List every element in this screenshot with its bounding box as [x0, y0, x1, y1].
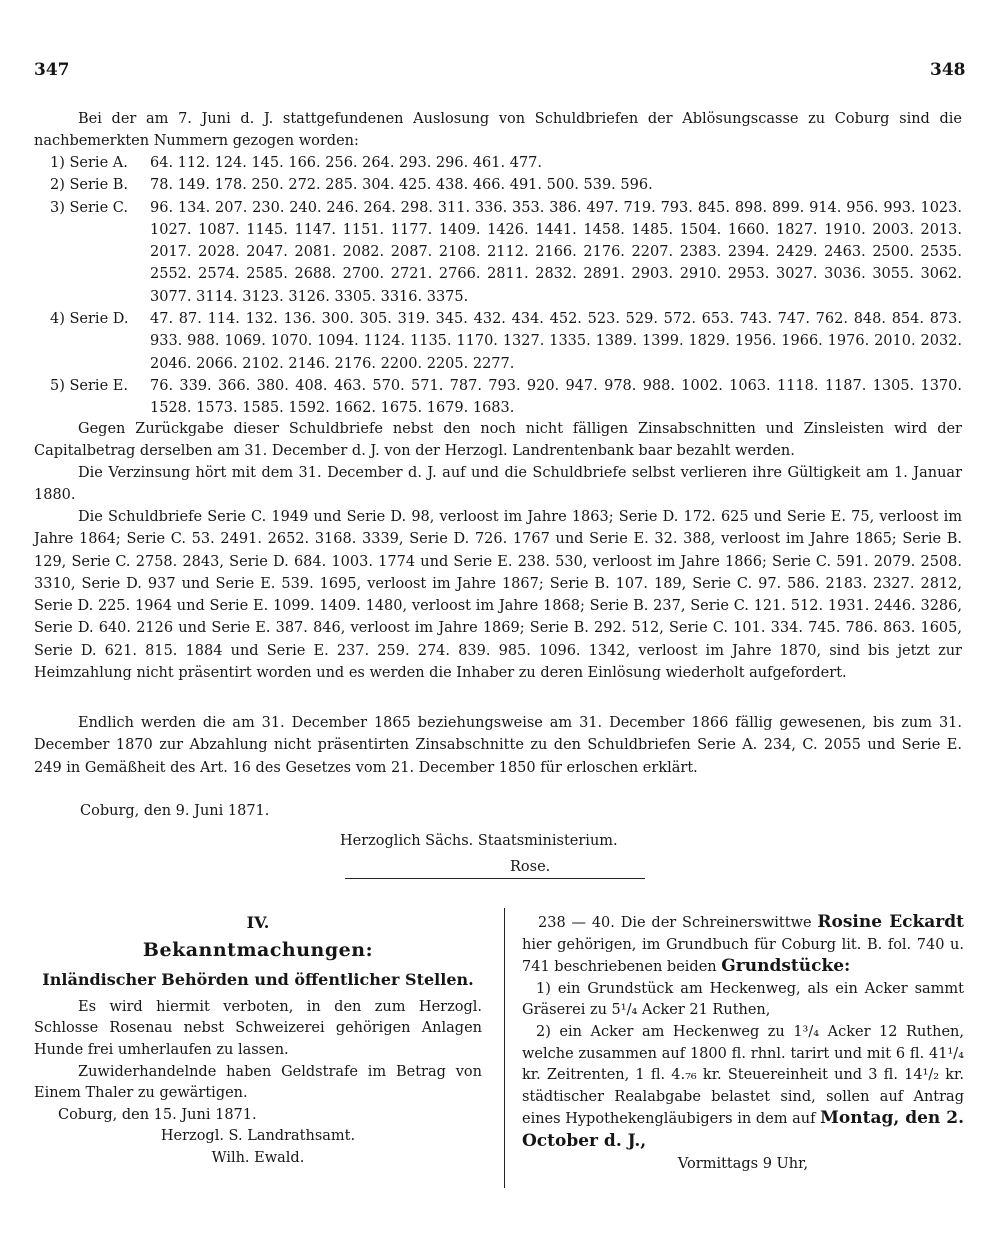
- section-divider: [345, 878, 645, 879]
- section-heading: Bekanntmachungen:: [142, 938, 374, 961]
- series-row-b: [50, 174, 962, 196]
- column-divider: [504, 908, 505, 1188]
- left-paragraph-1: Es wird hiermit verboten, in den zum Herzogl. Schlosse Rosenau nebst Schweizerei gehörigen Anlagen Hunde frei umherlaufen zu lassen.: [34, 998, 482, 1058]
- series-label: 3) Serie C.: [50, 199, 128, 216]
- grundstuecke-label: Grundstücke:: [721, 956, 851, 977]
- right-intro: [522, 912, 964, 979]
- series-values: 64. 112. 124. 145. 166. 256. 264. 293. 296. 461. 477.: [150, 155, 543, 171]
- series-values: 96. 134. 207. 230. 240. 246. 264. 298. 311. 336. 353. 386. 497. 719. 793. 845. 898. 899. 914. 956. 993. 1023. 1027. 1087. 1145. 1147. 1151. 1177. 1409. 1426. 1441. 1458. 1485. 1504. 1660. 1827. 1910. 2003. 2013. 2017. 2028. 2047. 2081. 2082. 2087. 2108. 2112. 2166. 2176. 2207. 2383. 2394. 2429. 2463. 2500. 2535. 2552. 2574. 2585. 2688. 2700. 2721. 2766. 2811. 2832. 2891. 2903. 2910. 2953. 3027. 3036. 3055. 3062. 3077. 3114. 3123. 3126. 3305. 3316. 3375.: [150, 199, 962, 305]
- series-label: 2) Serie B.: [50, 177, 129, 194]
- owner-name: Rosine Eckardt: [817, 912, 964, 932]
- paragraph-endlich: Endlich werden die am 31. December 1865 beziehungsweise am 31. December 1866 fällig gewesenen, bis zum 31. December 1870 zur Abzahlung nicht präsentirten Zinsabschnitte zu den Schuldbriefen Serie A. 234, C. 2055 und Serie E. 249 in Gemäßheit des Art. 16 des Gesetzes vom 21. December 1850 für erloschen erklärt.: [34, 715, 962, 776]
- paragraph-schuldbriefe: Die Schuldbriefe Serie C. 1949 und Serie D. 98, verloost im Jahre 1863; Serie D. 172. 625 und Serie E. 75, verloost im Jahre 1864; Serie C. 53. 2491. 2652. 3168. 3339, Serie D. 726. 1767 und Serie E. 32. 388, verloost im Jahre 1865; Serie B. 129, Serie C. 2758. 2843, Serie D. 684. 1003. 1774 und Serie E. 238. 530, verloost im Jahre 1866; Serie C. 591. 2079. 2508. 3310, Serie D. 937 und Serie E. 539. 1695, verloost im Jahre 1867; Serie B. 107. 189, Serie C. 97. 586. 2183. 2327. 2812, Serie D. 225. 1964 und Serie E. 1099. 1409. 1480, verloost im Jahre 1868; Serie B. 237, Serie C. 121. 512. 1931. 2446. 3286, Serie D. 640. 2126 und Serie E. 387. 846, verloost im Jahre 1869; Serie B. 292. 512, Serie C. 101. 334. 745. 786. 863. 1605, Serie D. 621. 815. 1884 und Serie E. 237. 259. 274. 839. 985. 1096. 1342, verloost im Jahre 1870, sind bis jetzt zur Heimzahlung nicht präsentirt worden und es werden die Inhaber zu deren Einlösung wiederholt aufgefordert.: [34, 509, 962, 682]
- right-text-a: Die der Schreinerswittwe: [620, 915, 812, 931]
- series-values: 78. 149. 178. 250. 272. 285. 304. 425. 438. 466. 491. 500. 539. 596.: [150, 177, 653, 194]
- paragraph-verzinsung: Die Verzinsung hört mit dem 31. December d. J. auf und die Schuldbriefe selbst verlieren ihre Gültigkeit am 1. Januar 1880.: [34, 465, 962, 504]
- left-column: [34, 912, 482, 1170]
- lead-number: 238 — 40.: [538, 915, 615, 931]
- left-office: Herzogl. S. Landrathsamt.: [160, 1128, 356, 1145]
- left-signer: Wilh. Ewald.: [211, 1149, 305, 1166]
- intro-paragraph: Bei der am 7. Juni d. J. stattgefundenen Auslosung von Schuldbriefen der Ablösungscasse zu Coburg sind die nachbemerkten Nummern gezogen worden:: [34, 111, 962, 150]
- series-row-e: [50, 375, 962, 420]
- series-list: [50, 152, 962, 420]
- auction-time: Vormittags 9 Uhr,: [677, 1155, 809, 1172]
- paragraph-rueckgabe: Gegen Zurückgabe dieser Schuldbriefe nebst den noch nicht fälligen Zinsabschnitten und Zinsleisten wird der Capitalbetrag derselben am 31. December d. J. von der Herzogl. Landrentenbank baar bezahlt werden.: [34, 421, 962, 460]
- series-values: 76. 339. 366. 380. 408. 463. 570. 571. 787. 793. 920. 947. 978. 988. 1002. 1063. 1118. 1187. 1305. 1370. 1528. 1573. 1585. 1592. 1662. 1675. 1679. 1683.: [150, 377, 962, 417]
- right-item-2: [522, 1022, 964, 1154]
- right-column: [522, 912, 964, 1175]
- left-paragraph-2: Zuwiderhandelnde haben Geldstrafe im Betrag von Einem Thaler zu gewärtigen.: [34, 1063, 482, 1102]
- series-label: 5) Serie E.: [50, 377, 128, 394]
- series-row-d: [50, 308, 962, 375]
- series-row-a: [50, 152, 962, 174]
- section-subheading: Inländischer Behörden und öffentlicher Stellen.: [42, 970, 474, 990]
- series-label: 1) Serie A.: [50, 155, 128, 171]
- right-text-b: hier gehörigen, im Grundbuch für Coburg lit. B. fol. 740 u. 741 beschriebenen beiden: [522, 936, 964, 976]
- series-label: 4) Serie D.: [50, 311, 129, 328]
- right-item-2-text: 2) ein Acker am Heckenweg zu 1³/₄ Acker 12 Ruthen, welche zusammen auf 1800 fl. rhnl. tarirt und mit 6 fl. 41¹/₄ kr. Zeitrenten, 1 fl. 4.₇₆ kr. Steuereinheit und 3 fl. 14¹/₂ kr. städtischer Realabgabe belastet sind, sollen auf Antrag eines Hypothekengläubigers in dem auf: [522, 1023, 964, 1128]
- page-number-left: 347: [34, 60, 70, 80]
- place-date: Coburg, den 9. Juni 1871.: [80, 803, 270, 819]
- page-number-right: 348: [930, 60, 966, 80]
- auction-date: Montag, den 2. October d. J.,: [522, 1108, 964, 1151]
- series-row-c: [50, 197, 962, 308]
- right-item-1: 1) ein Grundstück am Heckenweg, als ein Acker sammt Gräserei zu 5¹/₄ Acker 21 Ruthen,: [522, 980, 964, 1019]
- signer-name: Rose.: [510, 859, 551, 875]
- section-number: IV.: [246, 913, 270, 932]
- ministry-signature: Herzoglich Sächs. Staatsministerium.: [340, 833, 618, 849]
- left-date: Coburg, den 15. Juni 1871.: [58, 1106, 257, 1123]
- series-values: 47. 87. 114. 132. 136. 300. 305. 319. 345. 432. 434. 452. 523. 529. 572. 653. 743. 747. 762. 848. 854. 873. 933. 988. 1069. 1070. 1094. 1124. 1135. 1170. 1327. 1335. 1389. 1399. 1829. 1956. 1966. 1976. 2010. 2032. 2046. 2066. 2102. 2146. 2176. 2200. 2205. 2277.: [150, 311, 962, 372]
